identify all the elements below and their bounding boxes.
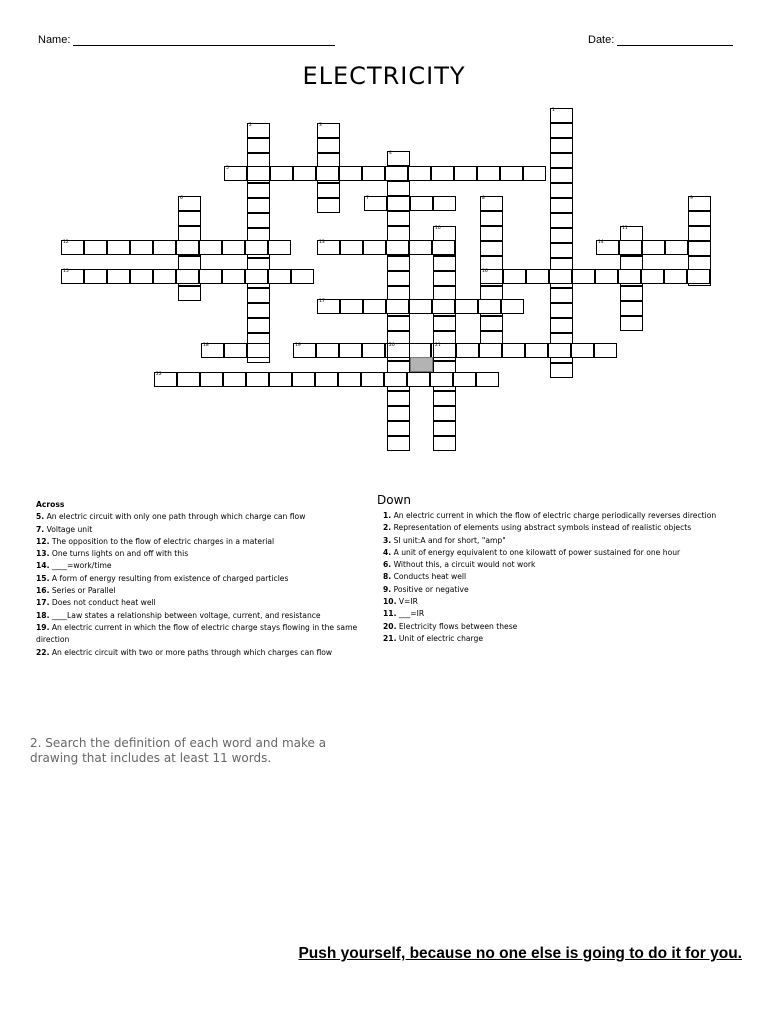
- crossword-cell[interactable]: [61, 269, 84, 284]
- crossword-cell[interactable]: [620, 316, 643, 331]
- crossword-cell[interactable]: [688, 226, 711, 241]
- crossword-cell[interactable]: [433, 196, 456, 211]
- clue-number: 21.: [383, 633, 397, 643]
- crossword-cell[interactable]: [432, 240, 455, 255]
- clue-number: 3.: [383, 535, 392, 545]
- crossword-cell[interactable]: [550, 363, 573, 378]
- crossword-cell[interactable]: [317, 198, 340, 213]
- crossword-cell[interactable]: [642, 240, 665, 255]
- crossword-cell[interactable]: [618, 269, 641, 284]
- crossword-cell[interactable]: [222, 269, 245, 284]
- crossword-cell[interactable]: [247, 198, 270, 213]
- crossword-cell[interactable]: [480, 211, 503, 226]
- crossword-cell[interactable]: [431, 166, 454, 181]
- date-label: Date:: [588, 34, 615, 46]
- crossword-cell[interactable]: [480, 196, 503, 211]
- crossword-cell[interactable]: [178, 286, 201, 301]
- crossword-cell[interactable]: [480, 269, 503, 284]
- crossword-cell[interactable]: [293, 343, 316, 358]
- crossword-cell[interactable]: [201, 343, 224, 358]
- crossword-cell[interactable]: [177, 372, 200, 387]
- clue-number: 4.: [383, 547, 392, 557]
- crossword-cell[interactable]: [687, 269, 710, 284]
- worksheet-title: ELECTRICITY: [302, 62, 466, 90]
- crossword-cell[interactable]: [84, 240, 107, 255]
- motivational-footer: Push yourself, because no one else is going to do it for you.: [298, 945, 742, 962]
- clue-number: 19.: [36, 622, 50, 632]
- cell-number: 1: [552, 108, 555, 113]
- crossword-cell[interactable]: [503, 269, 526, 284]
- crossword-cell[interactable]: [340, 240, 363, 255]
- clue-text: Does not conduct heat well: [49, 598, 156, 608]
- across-clue: [36, 647, 371, 659]
- cell-number: 15: [63, 269, 69, 274]
- crossword-cell[interactable]: [572, 269, 595, 284]
- crossword-cell[interactable]: [550, 153, 573, 168]
- crossword-cell[interactable]: [247, 343, 270, 358]
- crossword-cell[interactable]: [247, 138, 270, 153]
- cell-number: 4: [389, 151, 392, 156]
- crossword-cell[interactable]: [176, 269, 199, 284]
- clue-number: 6.: [383, 560, 392, 570]
- clue-text: One turns lights on and off with this: [49, 549, 189, 559]
- crossword-cell[interactable]: [502, 343, 525, 358]
- cell-number: 13: [319, 240, 325, 245]
- cell-number: 7: [366, 196, 369, 201]
- clue-text: Without this, a circuit would not work: [391, 560, 536, 570]
- clue-number: 14.: [36, 561, 50, 571]
- crossword-cell[interactable]: [224, 166, 247, 181]
- crossword-cell[interactable]: [433, 406, 456, 421]
- crossword-cell[interactable]: [550, 168, 573, 183]
- clue-text: Voltage unit: [44, 524, 93, 534]
- crossword-cell[interactable]: [454, 166, 477, 181]
- crossword-cell[interactable]: [525, 343, 548, 358]
- crossword-cell[interactable]: [292, 372, 315, 387]
- crossword-cell[interactable]: [433, 343, 456, 358]
- clue-text: A unit of energy equivalent to one kilowatt of power sustained for one hour: [391, 547, 681, 557]
- cell-number: 2: [249, 123, 252, 128]
- clue-number: 12.: [36, 536, 50, 546]
- crossword-cell[interactable]: [408, 343, 431, 358]
- across-clue: [36, 560, 371, 572]
- crossword-cell[interactable]: [247, 303, 270, 318]
- cell-number: 20: [389, 343, 395, 348]
- cell-number: 22: [156, 372, 162, 377]
- clue-number: 18.: [36, 610, 50, 620]
- crossword-cell[interactable]: [526, 269, 549, 284]
- crossword-cell[interactable]: [339, 166, 362, 181]
- crossword-cell[interactable]: [688, 211, 711, 226]
- cell-number: 16: [482, 269, 488, 274]
- crossword-cell[interactable]: [501, 299, 524, 314]
- crossword-cell[interactable]: [664, 269, 687, 284]
- crossword-cell[interactable]: [433, 421, 456, 436]
- crossword-cell[interactable]: [317, 138, 340, 153]
- crossword-cell[interactable]: [387, 211, 410, 226]
- cell-number: 14: [598, 240, 604, 245]
- clue-text: SI unit:A and for short, "amp": [391, 535, 506, 545]
- cell-number: 19: [295, 343, 301, 348]
- down-clue: [383, 571, 738, 583]
- crossword-cell[interactable]: [387, 151, 410, 166]
- clue-text: ___=IR: [396, 609, 425, 619]
- crossword-cell[interactable]: [317, 240, 340, 255]
- crossword-cell[interactable]: [247, 318, 270, 333]
- crossword-cell[interactable]: [480, 316, 503, 331]
- cell-number: 10: [435, 226, 441, 231]
- crossword-cell[interactable]: [245, 269, 268, 284]
- crossword-cell[interactable]: [268, 269, 291, 284]
- crossword-cell[interactable]: [478, 299, 501, 314]
- clue-text: Conducts heat well: [391, 572, 467, 582]
- clue-number: 17.: [36, 598, 50, 608]
- crossword-cell[interactable]: [363, 299, 386, 314]
- across-clue: [36, 622, 371, 647]
- crossword-cell[interactable]: [387, 256, 410, 271]
- across-heading: Across: [36, 500, 65, 509]
- crossword-cell[interactable]: [130, 240, 153, 255]
- crossword-cell[interactable]: [665, 240, 688, 255]
- crossword-cell[interactable]: [433, 316, 456, 331]
- across-clue: [36, 524, 371, 536]
- crossword-cell[interactable]: [387, 316, 410, 331]
- across-clue: [36, 548, 371, 560]
- crossword-cell[interactable]: [384, 372, 407, 387]
- crossword-cell[interactable]: [362, 166, 385, 181]
- crossword-cell[interactable]: [550, 228, 573, 243]
- clue-text: V=IR: [396, 597, 418, 607]
- crossword-cell[interactable]: [387, 343, 410, 358]
- crossword-cell[interactable]: [178, 211, 201, 226]
- clue-text: An electric circuit with two or more paths through which charges can flow: [49, 647, 333, 657]
- crossword-cell[interactable]: [293, 166, 316, 181]
- crossword-cell[interactable]: [247, 288, 270, 303]
- crossword-cell[interactable]: [550, 303, 573, 318]
- crossword-cell[interactable]: [409, 299, 432, 314]
- crossword-cell[interactable]: [433, 226, 456, 241]
- crossword-cell[interactable]: [688, 196, 711, 211]
- crossword-cell[interactable]: [620, 286, 643, 301]
- crossword-cell[interactable]: [270, 166, 293, 181]
- down-clue: [383, 596, 738, 608]
- crossword-cell[interactable]: [386, 299, 409, 314]
- clue-text: Positive or negative: [391, 584, 469, 594]
- crossword-cell[interactable]: [154, 372, 177, 387]
- crossword-grid: [0, 0, 768, 470]
- cell-number: 21: [435, 343, 441, 348]
- crossword-cell[interactable]: [268, 240, 291, 255]
- crossword-cell[interactable]: [361, 372, 384, 387]
- clue-text: ____=work/time: [49, 561, 112, 571]
- clue-number: 1.: [383, 511, 392, 520]
- crossword-cell[interactable]: [550, 243, 573, 258]
- crossword-cell[interactable]: [387, 391, 410, 406]
- crossword-cell[interactable]: [387, 226, 410, 241]
- crossword-cell[interactable]: [315, 372, 338, 387]
- crossword-cell[interactable]: [550, 108, 573, 123]
- crossword-cell[interactable]: [387, 271, 410, 286]
- crossword-cell[interactable]: [386, 240, 409, 255]
- crossword-cell[interactable]: [199, 240, 222, 255]
- clue-number: 13.: [36, 549, 50, 559]
- crossword-cell[interactable]: [363, 240, 386, 255]
- crossword-cell[interactable]: [433, 256, 456, 271]
- crossword-cell[interactable]: [549, 269, 572, 284]
- across-clue: [36, 573, 371, 585]
- across-clue: [36, 610, 371, 622]
- crossword-cell[interactable]: [317, 183, 340, 198]
- crossword-cell[interactable]: [433, 436, 456, 451]
- crossword-cell[interactable]: [619, 240, 642, 255]
- cell-number: 17: [319, 299, 325, 304]
- crossword-cell[interactable]: [594, 343, 617, 358]
- crossword-cell[interactable]: [596, 240, 619, 255]
- down-clue: [383, 510, 738, 522]
- down-clue: [383, 535, 738, 547]
- crossword-cell[interactable]: [223, 372, 246, 387]
- crossword-cell[interactable]: [316, 343, 339, 358]
- crossword-cell[interactable]: [479, 343, 502, 358]
- clue-number: 5.: [36, 512, 45, 522]
- crossword-cell[interactable]: [199, 269, 222, 284]
- clue-number: 16.: [36, 586, 50, 596]
- crossword-cell[interactable]: [153, 240, 176, 255]
- crossword-cell[interactable]: [550, 183, 573, 198]
- crossword-cell[interactable]: [500, 166, 523, 181]
- crossword-cell[interactable]: [433, 271, 456, 286]
- cell-number: 5: [226, 166, 229, 171]
- across-clue: [36, 536, 371, 548]
- clue-number: 8.: [383, 572, 392, 582]
- crossword-cell[interactable]: [480, 241, 503, 256]
- crossword-cell[interactable]: [550, 288, 573, 303]
- crossword-cell[interactable]: [387, 181, 410, 196]
- crossword-cell[interactable]: [387, 406, 410, 421]
- crossword-cell[interactable]: [641, 269, 664, 284]
- crossword-cell[interactable]: [291, 269, 314, 284]
- crossword-cell[interactable]: [407, 372, 430, 387]
- down-clue-list: [383, 510, 738, 645]
- down-heading: Down: [377, 493, 412, 507]
- crossword-cell[interactable]: [317, 123, 340, 138]
- crossword-cell[interactable]: [247, 183, 270, 198]
- down-clue: [383, 559, 738, 571]
- crossword-cell[interactable]: [200, 372, 223, 387]
- clue-number: 22.: [36, 647, 50, 657]
- crossword-cell[interactable]: [456, 343, 479, 358]
- crossword-cell[interactable]: [61, 240, 84, 255]
- crossword-cell[interactable]: [620, 226, 643, 241]
- clue-text: An electric current in which the flow of electric charge periodically reverses direction: [391, 511, 717, 520]
- crossword-cell[interactable]: [178, 226, 201, 241]
- crossword-cell[interactable]: [247, 166, 270, 181]
- across-clue: [36, 585, 371, 597]
- crossword-cell[interactable]: [317, 299, 340, 314]
- down-clue: [383, 621, 738, 633]
- crossword-cell[interactable]: [176, 240, 199, 255]
- crossword-cell[interactable]: [433, 391, 456, 406]
- clue-text: Representation of elements using abstract symbols instead of realistic objects: [391, 523, 692, 533]
- crossword-cell[interactable]: [178, 196, 201, 211]
- clue-number: 2.: [383, 523, 392, 533]
- crossword-cell[interactable]: [410, 196, 433, 211]
- crossword-cell[interactable]: [455, 299, 478, 314]
- crossword-cell[interactable]: [480, 226, 503, 241]
- crossword-cell[interactable]: [222, 240, 245, 255]
- across-clues: [36, 499, 371, 659]
- crossword-cell[interactable]: [362, 343, 385, 358]
- crossword-cell[interactable]: [476, 372, 499, 387]
- cell-number: 3: [319, 123, 322, 128]
- name-label: Name:: [38, 34, 71, 46]
- clue-text: An electric current in which the flow of electric charge stays flowing in the same direction: [36, 622, 358, 645]
- drawing-instruction: 2. Search the definition of each word and make a drawing that includes at least 11 words.: [30, 736, 327, 765]
- clue-text: Series or Parallel: [49, 586, 116, 596]
- crossword-cell[interactable]: [269, 372, 292, 387]
- crossword-cell[interactable]: [387, 196, 410, 211]
- crossword-cell[interactable]: [364, 196, 387, 211]
- crossword-cell[interactable]: [550, 123, 573, 138]
- down-clues: [383, 510, 738, 645]
- cell-number: 18: [203, 343, 209, 348]
- crossword-cell[interactable]: [548, 343, 571, 358]
- clue-number: 15.: [36, 573, 50, 583]
- cell-number: 12: [63, 240, 69, 245]
- across-clue: [36, 511, 371, 523]
- clue-text: Electricity flows between these: [396, 621, 518, 631]
- crossword-cell[interactable]: [550, 198, 573, 213]
- clue-text: ____Law states a relationship between voltage, current, and resistance: [49, 610, 321, 620]
- down-clue: [383, 633, 738, 645]
- across-clue-list: [36, 511, 371, 659]
- crossword-cell[interactable]: [620, 301, 643, 316]
- clue-text: Unit of electric charge: [396, 633, 484, 643]
- crossword-cell[interactable]: [130, 269, 153, 284]
- crossword-cell[interactable]: [453, 372, 476, 387]
- cell-number: 6: [180, 196, 183, 201]
- down-clue: [383, 547, 738, 559]
- crossword-cell[interactable]: [316, 166, 339, 181]
- crossword-cell[interactable]: [477, 166, 500, 181]
- clue-number: 11.: [383, 609, 397, 619]
- crossword-cell[interactable]: [153, 269, 176, 284]
- crossword-cell[interactable]: [432, 299, 455, 314]
- cell-number: 9: [690, 196, 693, 201]
- crossword-cell[interactable]: [387, 436, 410, 451]
- clue-number: 10.: [383, 597, 397, 607]
- crossword-cell[interactable]: [409, 240, 432, 255]
- crossword-cell[interactable]: [430, 372, 453, 387]
- clue-text: A form of energy resulting from existence of charged particles: [49, 573, 289, 583]
- cell-number: 11: [622, 226, 628, 231]
- crossword-cell[interactable]: [523, 166, 546, 181]
- clue-number: 20.: [383, 621, 397, 631]
- crossword-cell[interactable]: [550, 213, 573, 228]
- crossword-cell[interactable]: [246, 372, 269, 387]
- crossword-cell[interactable]: [595, 269, 618, 284]
- crossword-cell[interactable]: [107, 269, 130, 284]
- down-clue: [383, 608, 738, 620]
- crossword-cell[interactable]: [688, 241, 711, 256]
- clue-number: 9.: [383, 584, 392, 594]
- clue-text: An electric circuit with only one path through which charge can flow: [44, 512, 306, 522]
- crossword-cell[interactable]: [550, 138, 573, 153]
- crossword-cell[interactable]: [84, 269, 107, 284]
- down-clue: [383, 522, 738, 534]
- cell-number: 8: [482, 196, 485, 201]
- crossword-cell[interactable]: [339, 343, 362, 358]
- shaded-block: [410, 357, 433, 372]
- crossword-cell[interactable]: [385, 166, 408, 181]
- clue-text: The opposition to the flow of electric charges in a material: [49, 536, 275, 546]
- crossword-cell[interactable]: [247, 213, 270, 228]
- crossword-cell[interactable]: [245, 240, 268, 255]
- crossword-cell[interactable]: [247, 123, 270, 138]
- down-clue: [383, 584, 738, 596]
- crossword-cell[interactable]: [387, 421, 410, 436]
- crossword-cell[interactable]: [338, 372, 361, 387]
- crossword-cell[interactable]: [550, 318, 573, 333]
- clue-number: 7.: [36, 524, 45, 534]
- crossword-cell[interactable]: [408, 166, 431, 181]
- crossword-cell[interactable]: [107, 240, 130, 255]
- across-clue: [36, 597, 371, 609]
- crossword-cell[interactable]: [340, 299, 363, 314]
- crossword-cell[interactable]: [571, 343, 594, 358]
- crossword-cell[interactable]: [224, 343, 247, 358]
